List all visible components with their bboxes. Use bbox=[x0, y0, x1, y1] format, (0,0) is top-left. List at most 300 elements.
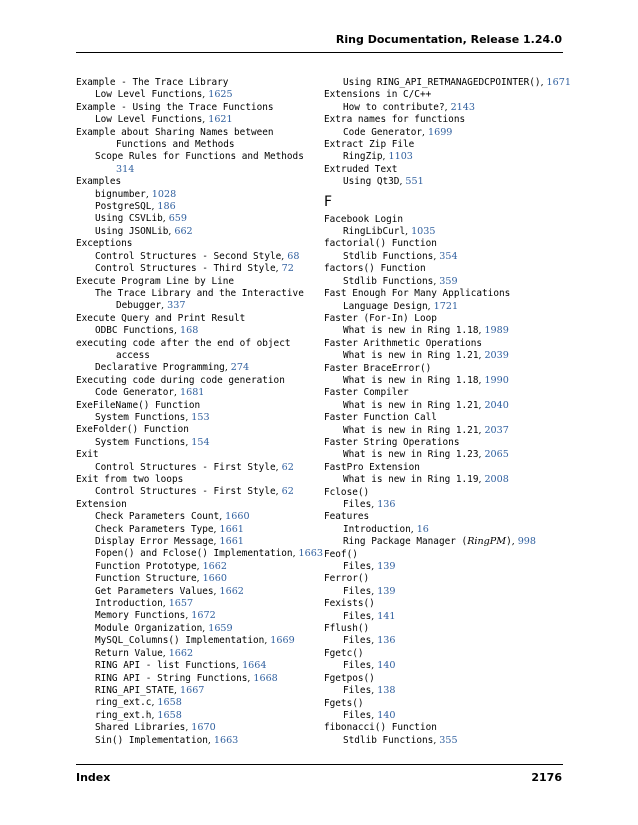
index-term bbox=[76, 375, 314, 387]
entry-text: Files bbox=[343, 685, 372, 697]
page-link[interactable]: 1621 bbox=[208, 114, 233, 126]
index-term bbox=[76, 424, 314, 436]
page-link[interactable]: 1662 bbox=[168, 647, 194, 659]
index-subentry bbox=[76, 251, 314, 263]
entry-text: Language Design bbox=[343, 300, 428, 312]
entry-separator: , bbox=[162, 598, 169, 610]
running-header-title: Ring Documentation, Release 1.24.0 bbox=[335, 33, 562, 46]
entry-text: Exceptions bbox=[76, 238, 133, 250]
index-subentry bbox=[324, 586, 572, 598]
index-subentry bbox=[76, 114, 314, 126]
page-link[interactable]: 1662 bbox=[219, 585, 244, 597]
page-link[interactable]: 139 bbox=[377, 585, 396, 597]
page-link[interactable]: 1672 bbox=[191, 610, 216, 622]
index-subentry bbox=[76, 350, 314, 362]
index-subentry bbox=[76, 623, 314, 635]
entry-separator: , bbox=[371, 610, 378, 622]
index-term bbox=[324, 487, 572, 499]
index-subentry bbox=[324, 102, 572, 114]
page-link[interactable]: 1663 bbox=[213, 734, 239, 746]
index-subentry bbox=[76, 710, 314, 722]
page-link[interactable]: 2039 bbox=[484, 350, 509, 362]
index-term bbox=[324, 462, 572, 474]
entry-separator: , bbox=[196, 560, 203, 572]
entry-text: RingLibCurl bbox=[343, 226, 406, 238]
entry-text: Fgetc() bbox=[324, 647, 364, 659]
page-link[interactable]: 1699 bbox=[428, 126, 453, 138]
index-term bbox=[324, 89, 572, 101]
entry-separator: , bbox=[410, 523, 417, 535]
index-term bbox=[76, 499, 314, 511]
index-term bbox=[76, 127, 314, 139]
entry-text: Extra names for functions bbox=[324, 114, 466, 126]
index-term bbox=[324, 648, 572, 660]
entry-text: Low Level Functions bbox=[95, 114, 203, 126]
page-link[interactable]: 154 bbox=[191, 436, 210, 448]
entry-text: MySQL_Columns() Implementation bbox=[95, 635, 265, 647]
page-link[interactable]: 1990 bbox=[484, 374, 509, 386]
page-link[interactable]: 1721 bbox=[433, 300, 459, 312]
page-link[interactable]: 2143 bbox=[450, 101, 475, 113]
page-link[interactable]: 62 bbox=[281, 486, 294, 498]
index-term bbox=[76, 238, 314, 250]
entry-text: Files bbox=[343, 635, 372, 647]
index-subentry bbox=[324, 449, 572, 461]
page-link[interactable]: 62 bbox=[281, 461, 294, 473]
entry-text: ExeFolder() Function bbox=[76, 424, 189, 436]
index-subentry bbox=[324, 301, 572, 313]
index-term bbox=[324, 387, 572, 399]
index-term bbox=[324, 412, 572, 424]
index-subentry bbox=[324, 226, 572, 238]
section-letter-f: F bbox=[324, 193, 333, 210]
entry-separator: , bbox=[371, 635, 378, 647]
entry-separator: , bbox=[151, 201, 158, 213]
index-subentry bbox=[76, 462, 314, 474]
index-subentry bbox=[76, 412, 314, 424]
entry-separator: , bbox=[371, 660, 378, 672]
index-subentry bbox=[324, 151, 572, 163]
entry-separator: , bbox=[511, 536, 518, 548]
index-subentry bbox=[76, 139, 314, 151]
index-subentry bbox=[76, 226, 314, 238]
entry-separator: , bbox=[264, 635, 271, 647]
index-term bbox=[324, 698, 572, 710]
index-term bbox=[324, 338, 572, 350]
page-link[interactable]: 1668 bbox=[253, 672, 278, 684]
index-subentry bbox=[324, 536, 572, 548]
page-link[interactable]: 355 bbox=[439, 734, 458, 746]
entry-text: Execute Query and Print Result bbox=[76, 312, 246, 324]
index-subentry bbox=[324, 425, 572, 437]
entry-text: Fopen() and Fclose() Implementation bbox=[95, 548, 293, 560]
page-link[interactable]: 1657 bbox=[168, 598, 194, 610]
footer-section-name: Index bbox=[76, 771, 111, 784]
entry-text: Using Qt3D bbox=[343, 176, 400, 188]
entry-text: Sin() Implementation bbox=[95, 734, 208, 746]
entry-text: Faster (For-In) Loop bbox=[324, 312, 437, 324]
page-link[interactable]: 68 bbox=[287, 250, 300, 262]
entry-text: factorial() Function bbox=[324, 238, 437, 250]
index-subentry bbox=[76, 201, 314, 213]
page-link[interactable]: 1662 bbox=[202, 560, 227, 572]
index-term bbox=[76, 313, 314, 325]
entry-text: Faster Arithmetic Operations bbox=[324, 337, 483, 349]
entry-text: Display Error Message bbox=[95, 536, 214, 548]
page-link[interactable]: 140 bbox=[377, 660, 396, 672]
page-link[interactable]: 1661 bbox=[219, 536, 244, 548]
index-term bbox=[324, 313, 572, 325]
entry-separator: , bbox=[405, 226, 412, 238]
entry-separator: , bbox=[185, 436, 192, 448]
index-subentry bbox=[76, 213, 314, 225]
index-subentry bbox=[324, 685, 572, 697]
index-subentry bbox=[324, 561, 572, 573]
entry-text: Ring Package Manager ( bbox=[343, 536, 468, 548]
entry-separator: , bbox=[185, 722, 192, 734]
index-subentry bbox=[76, 598, 314, 610]
entry-separator: , bbox=[207, 734, 214, 746]
page-link[interactable]: 72 bbox=[281, 263, 294, 275]
entry-text: factors() Function bbox=[324, 263, 426, 275]
entry-separator: , bbox=[161, 300, 168, 312]
page-link[interactable]: 168 bbox=[180, 325, 199, 337]
index-subentry bbox=[76, 673, 314, 685]
index-term bbox=[76, 400, 314, 412]
index-term bbox=[76, 176, 314, 188]
index-subentry bbox=[76, 263, 314, 275]
entry-text: Faster Function Call bbox=[324, 412, 437, 424]
index-term bbox=[324, 238, 572, 250]
entry-text: Control Structures - Third Style bbox=[95, 263, 276, 275]
page-link[interactable]: 140 bbox=[377, 709, 396, 721]
page-link[interactable]: 659 bbox=[168, 213, 188, 225]
page-link[interactable]: 1670 bbox=[191, 722, 216, 734]
entry-separator: , bbox=[371, 499, 378, 510]
index-subentry bbox=[76, 189, 314, 201]
entry-text: What is new in Ring 1.18 bbox=[343, 325, 479, 337]
entry-text: Example - The Trace Library bbox=[76, 77, 229, 88]
index-subentry bbox=[76, 437, 314, 449]
entry-separator: , bbox=[202, 622, 209, 634]
page-link[interactable]: 2040 bbox=[484, 399, 509, 411]
entry-text: Control Structures - First Style bbox=[95, 461, 276, 473]
page-link[interactable]: 1671 bbox=[546, 77, 571, 88]
entry-text: What is new in Ring 1.23 bbox=[343, 449, 479, 461]
index-term bbox=[324, 164, 572, 176]
page-link[interactable]: 1658 bbox=[157, 709, 182, 721]
entry-text: RING_API_STATE bbox=[95, 684, 175, 696]
page-link[interactable]: 1660 bbox=[202, 573, 227, 585]
entry-separator: , bbox=[478, 399, 485, 411]
entry-text: Extruded Text bbox=[324, 163, 398, 175]
page-link[interactable]: 314 bbox=[116, 163, 135, 175]
entry-separator: , bbox=[145, 188, 152, 200]
entry-separator: , bbox=[399, 176, 406, 188]
entry-text: RING API - String Functions bbox=[95, 672, 248, 684]
entry-text: Extensions in C/C++ bbox=[324, 89, 432, 101]
entry-text: Files bbox=[343, 585, 372, 597]
entry-text: How to contribute? bbox=[343, 101, 445, 113]
entry-text: Low Level Functions bbox=[95, 89, 203, 101]
entry-text: Features bbox=[324, 511, 370, 523]
entry-text: Get Parameters Values bbox=[95, 585, 214, 597]
index-group-e-continued bbox=[324, 77, 572, 189]
entry-text: What is new in Ring 1.19 bbox=[343, 474, 479, 486]
entry-separator: , bbox=[371, 561, 378, 573]
entry-text: Faster BraceError() bbox=[324, 362, 432, 374]
index-term bbox=[76, 102, 314, 114]
entry-separator: , bbox=[213, 585, 220, 597]
page-link[interactable]: 1660 bbox=[225, 511, 250, 523]
entry-text: Example about Sharing Names between bbox=[76, 126, 274, 138]
index-subentry bbox=[76, 722, 314, 734]
page-link[interactable]: 2065 bbox=[484, 449, 509, 461]
index-term bbox=[324, 722, 572, 734]
index-subentry bbox=[76, 511, 314, 523]
page-link[interactable]: 274 bbox=[230, 362, 250, 374]
entry-text: Scope Rules for Functions and Methods bbox=[95, 151, 304, 163]
entry-text: Extract Zip File bbox=[324, 139, 415, 151]
entry-text: What is new in Ring 1.18 bbox=[343, 374, 479, 386]
entry-text: Stdlib Functions bbox=[343, 275, 434, 287]
index-term bbox=[76, 77, 314, 89]
index-term bbox=[324, 549, 572, 561]
index-subentry bbox=[76, 536, 314, 548]
entry-separator: , bbox=[371, 585, 378, 597]
entry-separator: , bbox=[247, 672, 254, 684]
entry-text: PostgreSQL bbox=[95, 201, 152, 213]
entry-separator: , bbox=[185, 610, 192, 622]
index-term bbox=[76, 449, 314, 461]
page-link[interactable]: 337 bbox=[167, 300, 186, 312]
index-term bbox=[324, 573, 572, 585]
entry-text: Files bbox=[343, 709, 372, 721]
entry-text: Stdlib Functions bbox=[343, 734, 434, 746]
entry-separator: , bbox=[151, 697, 158, 709]
entry-separator: , bbox=[478, 449, 485, 461]
index-subentry bbox=[76, 548, 323, 560]
index-term bbox=[324, 363, 572, 375]
index-subentry bbox=[76, 561, 314, 573]
index-term bbox=[324, 437, 572, 449]
page-link[interactable]: 1664 bbox=[242, 660, 267, 672]
page-link[interactable]: 1658 bbox=[157, 697, 182, 709]
index-column-right bbox=[324, 77, 572, 747]
entry-text: What is new in Ring 1.21 bbox=[343, 350, 479, 362]
index-subentry bbox=[324, 524, 572, 536]
entry-text: Control Structures - Second Style bbox=[95, 250, 282, 262]
page-link[interactable]: 2037 bbox=[484, 424, 509, 436]
entry-text: Code Generator bbox=[95, 387, 175, 399]
index-subentry bbox=[324, 176, 572, 188]
entry-text: Declarative Programming bbox=[95, 362, 225, 374]
page-link[interactable]: 136 bbox=[377, 635, 396, 647]
entry-text: FastPro Extension bbox=[324, 461, 420, 473]
index-subentry bbox=[324, 325, 572, 337]
index-column-left bbox=[76, 77, 323, 747]
entry-text: Check Parameters Count bbox=[95, 511, 220, 523]
index-subentry bbox=[324, 77, 572, 89]
entry-text: Fgets() bbox=[324, 697, 364, 709]
entry-text: Files bbox=[343, 561, 372, 573]
entry-italic-text: RingPM bbox=[467, 536, 507, 548]
entry-text: Ferror() bbox=[324, 573, 370, 585]
page-link[interactable]: 141 bbox=[377, 610, 396, 622]
index-subentry bbox=[76, 325, 314, 337]
index-term bbox=[76, 338, 314, 350]
index-term bbox=[324, 214, 572, 226]
page-link[interactable]: 551 bbox=[405, 176, 424, 188]
index-term bbox=[324, 598, 572, 610]
index-subentry bbox=[76, 387, 314, 399]
entry-text: RING API - list Functions bbox=[95, 660, 237, 672]
entry-text: Files bbox=[343, 499, 372, 510]
entry-separator: , bbox=[213, 536, 220, 548]
entry-text: ring_ext.h bbox=[95, 709, 152, 721]
entry-text: Fgetpos() bbox=[324, 672, 375, 684]
entry-separator: , bbox=[275, 486, 282, 498]
page-link[interactable]: 1989 bbox=[484, 325, 509, 337]
page-link[interactable]: 1103 bbox=[388, 151, 413, 163]
entry-text: Feof() bbox=[324, 548, 358, 560]
index-subentry bbox=[324, 710, 572, 722]
index-subentry bbox=[76, 660, 314, 672]
entry-text: Exit bbox=[76, 449, 99, 461]
footer-page-number: 2176 bbox=[531, 771, 562, 784]
page-link[interactable]: 138 bbox=[377, 685, 396, 697]
entry-text: Introduction bbox=[343, 523, 411, 535]
index-subentry bbox=[76, 164, 314, 176]
entry-text: Example - Using the Trace Functions bbox=[76, 101, 274, 113]
entry-text: ring_ext.c bbox=[95, 697, 152, 709]
entry-text: Using JSONLib bbox=[95, 225, 169, 237]
entry-text: Return Value bbox=[95, 647, 163, 659]
index-subentry bbox=[76, 288, 314, 300]
entry-separator: , bbox=[281, 250, 288, 262]
entry-separator: , bbox=[292, 548, 299, 560]
page-link[interactable]: 186 bbox=[157, 201, 176, 213]
entry-text: Using CSVLib bbox=[95, 213, 163, 225]
entry-separator: , bbox=[433, 250, 440, 262]
entry-text: ODBC Functions bbox=[95, 325, 175, 337]
index-term bbox=[324, 263, 572, 275]
entry-separator: , bbox=[427, 300, 434, 312]
index-subentry bbox=[76, 697, 314, 709]
page-link[interactable]: 1028 bbox=[151, 188, 177, 200]
index-subentry bbox=[324, 660, 572, 672]
entry-text: Module Organization bbox=[95, 622, 203, 634]
entry-text: Execute Program Line by Line bbox=[76, 275, 235, 287]
entry-text: Code Generator bbox=[343, 126, 423, 138]
entry-separator: , bbox=[151, 709, 158, 721]
entry-text: Shared Libraries bbox=[95, 722, 186, 734]
index-subentry bbox=[324, 276, 572, 288]
page-link[interactable]: 1035 bbox=[411, 226, 436, 238]
entry-separator: , bbox=[174, 684, 180, 696]
entry-text: What is new in Ring 1.21 bbox=[343, 399, 479, 411]
page-link[interactable]: 139 bbox=[377, 561, 396, 573]
page-link[interactable]: 1669 bbox=[270, 635, 295, 647]
entry-separator: , bbox=[433, 275, 440, 287]
index-subentry bbox=[76, 89, 314, 101]
entry-separator: , bbox=[236, 660, 243, 672]
index-subentry bbox=[324, 400, 572, 412]
entry-text: fibonacci() Function bbox=[324, 722, 437, 734]
entry-separator: , bbox=[422, 126, 428, 138]
entry-separator: , bbox=[162, 213, 169, 225]
index-term bbox=[324, 114, 572, 126]
entry-separator: , bbox=[478, 325, 485, 337]
entry-separator: , bbox=[478, 424, 485, 436]
entry-separator: , bbox=[275, 263, 282, 275]
index-subentry bbox=[324, 611, 572, 623]
entry-text: RingZip bbox=[343, 151, 383, 163]
entry-separator: , bbox=[219, 511, 226, 523]
index-subentry bbox=[324, 251, 572, 263]
page-link[interactable]: 1667 bbox=[180, 684, 205, 696]
entry-separator: , bbox=[202, 114, 209, 126]
index-term bbox=[76, 276, 314, 288]
entry-separator: , bbox=[196, 573, 203, 585]
entry-text: Functions and Methods bbox=[116, 139, 235, 151]
entry-text: Faster Compiler bbox=[324, 387, 409, 399]
entry-text: bignumber bbox=[95, 188, 146, 200]
entry-text: System Functions bbox=[95, 411, 186, 423]
index-subentry bbox=[324, 474, 572, 486]
entry-separator: , bbox=[174, 325, 180, 337]
index-subentry bbox=[324, 735, 572, 747]
entry-separator: , bbox=[185, 411, 192, 423]
index-subentry bbox=[324, 375, 572, 387]
entry-text: Introduction bbox=[95, 598, 163, 610]
page-link[interactable]: 359 bbox=[439, 275, 458, 287]
index-subentry bbox=[76, 486, 314, 498]
entry-text: access bbox=[116, 349, 150, 361]
entry-text: Facebook Login bbox=[324, 213, 404, 225]
entry-text: Debugger bbox=[116, 300, 162, 312]
page-link[interactable]: 354 bbox=[439, 250, 458, 262]
page-link[interactable]: 998 bbox=[517, 536, 537, 548]
page-link[interactable]: 2008 bbox=[484, 474, 509, 486]
page-link[interactable]: 16 bbox=[416, 523, 429, 535]
index-subentry bbox=[76, 524, 314, 536]
entry-text: Using RING_API_RETMANAGEDCPOINTER() bbox=[343, 77, 541, 88]
entry-separator: , bbox=[444, 101, 451, 113]
page-link[interactable]: 136 bbox=[377, 499, 396, 510]
entry-separator: , bbox=[168, 225, 175, 237]
entry-text: Fast Enough For Many Applications bbox=[324, 288, 511, 300]
page-link[interactable]: 1681 bbox=[180, 387, 205, 399]
index-term bbox=[324, 139, 572, 151]
page-link[interactable]: 1661 bbox=[219, 523, 244, 535]
index-subentry bbox=[76, 586, 314, 598]
index-subentry bbox=[76, 151, 314, 163]
page-link[interactable]: 1663 bbox=[298, 548, 323, 560]
entry-text: Function Structure bbox=[95, 573, 197, 585]
entry-separator: , bbox=[275, 461, 282, 473]
entry-text: Exit from two loops bbox=[76, 474, 184, 485]
entry-separator: , bbox=[371, 709, 378, 721]
entry-text: ExeFileName() Function bbox=[76, 399, 201, 411]
page-link[interactable]: 153 bbox=[191, 411, 210, 423]
page-link[interactable]: 662 bbox=[174, 225, 193, 237]
entry-text: Fclose() bbox=[324, 486, 370, 498]
page-link[interactable]: 1625 bbox=[208, 89, 233, 101]
entry-text: Fflush() bbox=[324, 623, 370, 635]
page-link[interactable]: 1659 bbox=[208, 622, 233, 634]
entry-text: Stdlib Functions bbox=[343, 250, 434, 262]
